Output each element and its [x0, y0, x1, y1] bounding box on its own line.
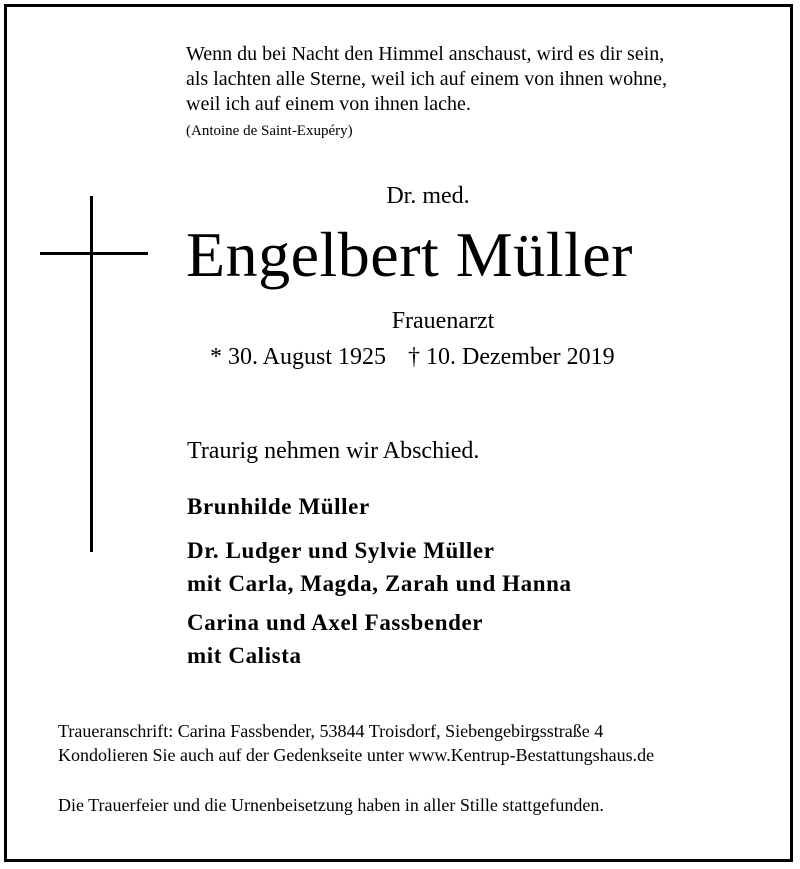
death-date: † 10. Dezember 2019 [408, 344, 615, 370]
quote-author: (Antoine de Saint-Exupéry) [186, 123, 353, 139]
deceased-name: Engelbert Müller [186, 219, 633, 290]
quote-line: weil ich auf einem von ihnen lache. [186, 93, 471, 115]
birth-date: * 30. August 1925 [210, 344, 387, 370]
cross-vertical-bar [90, 196, 93, 552]
quote-line: Wenn du bei Nacht den Himmel anschaust, wird es dir sein, [186, 43, 665, 65]
mourner-line: Carina und Axel Fassbender [187, 610, 484, 635]
ceremony-line: Die Trauerfeier und die Urnenbeisetzung haben in aller Stille stattgefunden. [58, 795, 604, 815]
mourner-group [187, 606, 483, 672]
mourner-line: mit Carla, Magda, Zarah und Hanna [187, 571, 572, 596]
quote-line: als lachten alle Sterne, weil ich auf einem von ihnen wohne, [186, 68, 667, 90]
life-dates [210, 344, 615, 371]
profession: Frauenarzt [391, 308, 495, 334]
cross-horizontal-bar [40, 252, 148, 255]
farewell-text: Traurig nehmen wir Abschied. [187, 438, 480, 464]
academic-title: Dr. med. [386, 183, 470, 209]
mourner-line: Brunhilde Müller [187, 494, 370, 519]
mourner-group [187, 490, 370, 523]
condolence-line: Kondolieren Sie auch auf der Gedenkseite unter www.Kentrup-Bestattungshaus.de [58, 745, 655, 765]
mourner-line: mit Calista [187, 643, 302, 668]
quote-text [186, 42, 667, 117]
address-line: Traueranschrift: Carina Fassbender, 53844 Troisdorf, Siebengebirgsstraße 4 [58, 721, 604, 741]
mourner-line: Dr. Ludger und Sylvie Müller [187, 538, 495, 563]
mourner-group [187, 534, 572, 600]
